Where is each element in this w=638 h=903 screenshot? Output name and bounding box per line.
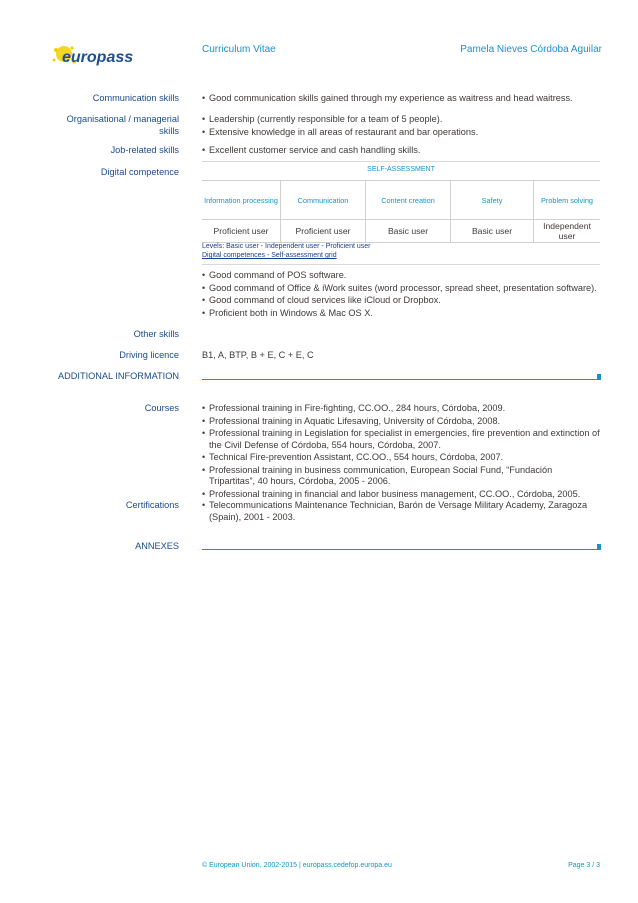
organisational-skills-content <box>202 114 600 139</box>
person-name: Pamela Nieves Córdoba Aguilar <box>460 44 602 55</box>
list-item: • Leadership (currently responsible for a team of 5 people). <box>202 114 600 126</box>
job-related-skills-label: Job-related skills <box>110 145 179 155</box>
digital-competence-content <box>202 270 600 320</box>
communication-skills-content <box>202 93 600 106</box>
section-rule <box>202 549 598 550</box>
self-assessment-title: SELF-ASSESSMENT <box>367 166 435 173</box>
logo-text: europass <box>62 49 134 66</box>
courses-content <box>202 403 600 501</box>
digital-self-assessment-table <box>202 180 600 243</box>
levels-legend: Levels: Basic user - Independent user - Proficient user <box>202 243 371 250</box>
list-item: • Technical Fire-prevention Assistant, CC.OO., 554 hours, Córdoba, 2007. <box>202 452 600 464</box>
digital-competence-label: Digital competence <box>100 167 179 177</box>
table-cell-level: Proficient user <box>202 220 281 243</box>
table-cell-level: Basic user <box>451 220 534 243</box>
section-rule-end <box>597 374 601 380</box>
divider <box>202 264 600 265</box>
table-header-communication: Communication <box>281 181 366 220</box>
annexes-title: ANNEXES <box>135 541 179 551</box>
courses-label: Courses <box>144 403 179 413</box>
table-header-safety: Safety <box>451 181 534 220</box>
footer-page-number: Page 3 / 3 <box>568 862 600 869</box>
section-rule-end <box>597 544 601 550</box>
communication-skills-label: Communication skills <box>92 93 179 103</box>
additional-information-title: ADDITIONAL INFORMATION <box>58 371 179 381</box>
self-assessment-grid-link[interactable]: Digital competences - Self-assessment grid <box>202 252 337 259</box>
organisational-label-line1: Organisational / managerial <box>66 114 179 124</box>
table-header-problem-solving: Problem solving <box>534 181 601 220</box>
list-item: • Excellent customer service and cash handling skills. <box>202 145 600 157</box>
table-cell-level: Basic user <box>366 220 451 243</box>
table-header-content-creation: Content creation <box>366 181 451 220</box>
certifications-label: Certifications <box>125 500 179 510</box>
organisational-skills-label <box>20 114 179 137</box>
divider <box>202 161 600 162</box>
doc-title: Curriculum Vitae <box>202 44 276 55</box>
list-item: • Professional training in financial and labor business management, CC.OO., Córdoba, 2005. <box>202 489 600 501</box>
list-item: • Good command of POS software. <box>202 270 600 282</box>
organisational-label-line2: skills <box>159 125 179 136</box>
job-related-skills-content <box>202 145 600 158</box>
certifications-content <box>202 500 600 524</box>
table-cell-level: Independent user <box>534 220 601 243</box>
table-cell-level: Proficient user <box>281 220 366 243</box>
list-item: • Professional training in Legislation for specialist in emergencies, fire prevention and extinction of the Civil Defense of Córdoba, 554 hours, Córdoba, 2007. <box>202 428 600 451</box>
list-item: • Professional training in Aquatic Lifesaving, University of Córdoba, 2008. <box>202 416 600 428</box>
other-skills-label: Other skills <box>133 329 179 339</box>
list-item: • Professional training in Fire-fighting, CC.OO., 284 hours, Córdoba, 2009. <box>202 403 600 415</box>
europass-logo-mark <box>44 40 134 72</box>
list-item: • Good command of Office & iWork suites (word processor, spread sheet, presentation software). <box>202 283 600 295</box>
list-item: • Professional training in business communication, European Social Fund, “Fundación Tripartitas”, 40 hours, Córdoba, 2005 - 2006. <box>202 465 600 488</box>
driving-licence-label: Driving licence <box>119 350 179 360</box>
list-item: • Extensive knowledge in all areas of restaurant and bar operations. <box>202 127 600 139</box>
levels-legend-block <box>202 242 370 260</box>
footer-copyright[interactable]: © European Union, 2002-2015 | europass.cedefop.europa.eu <box>202 862 392 869</box>
list-item: • Proficient both in Windows & Mac OS X. <box>202 308 600 320</box>
europass-logo <box>44 40 134 72</box>
list-item: • Telecommunications Maintenance Technician, Barón de Versage Military Academy, Zaragoza (Spain), 2001 - 2003. <box>202 500 600 523</box>
section-rule <box>202 379 598 380</box>
driving-licence-value: B1, A, BTP, B + E, C + E, C <box>202 350 314 360</box>
list-item: • Good command of cloud services like iCloud or Dropbox. <box>202 295 600 307</box>
list-item: • Good communication skills gained through my experience as waitress and head waitress. <box>202 93 600 105</box>
table-header-information-processing: Information processing <box>202 181 281 220</box>
